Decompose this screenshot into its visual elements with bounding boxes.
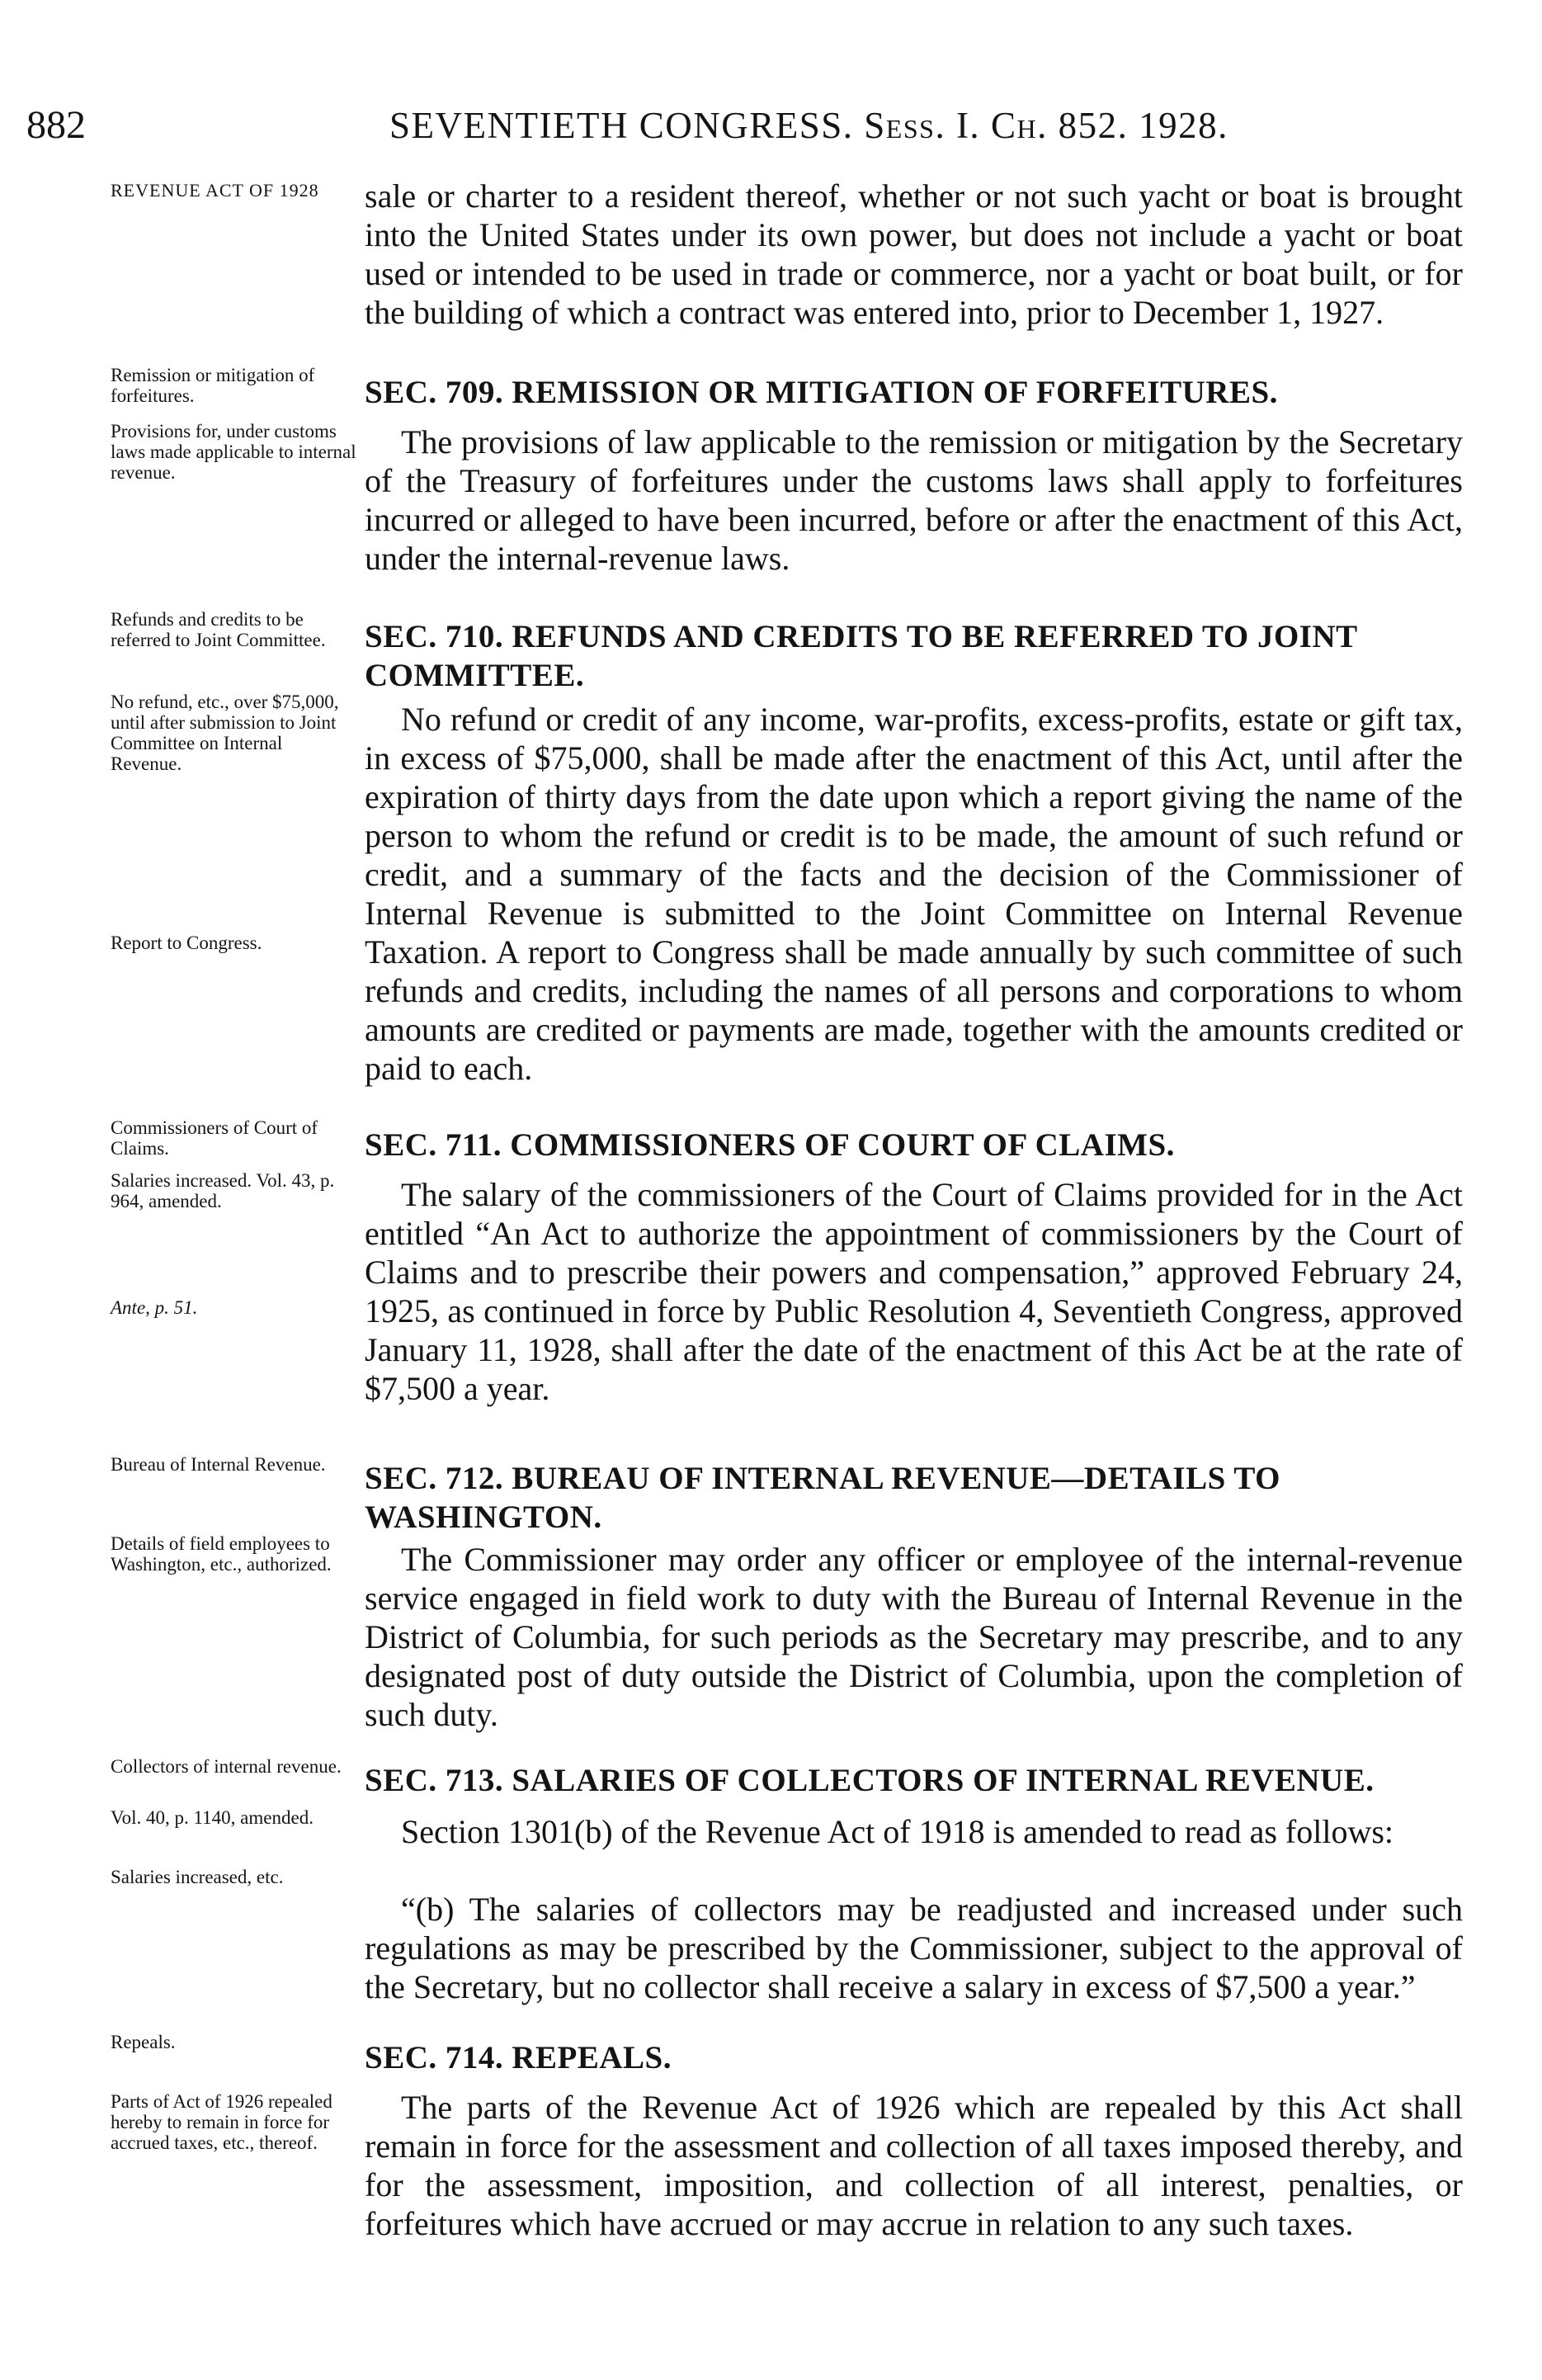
running-head-suffix: . 852. 1928. — [1037, 105, 1228, 146]
running-head-prefix: SEVENTIETH CONGRESS. — [389, 105, 865, 146]
margin-note-vol40: Vol. 40, p. 1140, amended. — [111, 1807, 314, 1828]
running-head-sess: Sess — [864, 105, 936, 146]
sec-709-heading: SEC. 709. REMISSION OR MITIGATION OF FORFEITURES. — [365, 375, 1278, 410]
sec-712-body: The Commissioner may order any officer or employee of the internal-revenue service engaged in field work to duty with the Bureau of Internal Revenue in the District of Columbia, for such periods as the Secretary may prescribe, and to any designated post of duty outside the District of Columbia, upon the completion of such duty. — [365, 1541, 1463, 1733]
sec-714-text — [365, 2088, 1463, 2243]
margin-note-no-refund: No refund, etc., over $75,000, until after submission to Joint Committee on Internal Revenue. — [111, 692, 339, 774]
sec-710-body: No refund or credit of any income, war-profits, excess-profits, estate or gift tax, in excess of $75,000, shall be made after the enactment of this Act, until after the expiration of thirty days from the date upon which a report giving the name of the person to whom the refund or credit is to be made, the amount of such refund or credit, and a summary of the facts and the decision of the Commissioner of Internal Revenue is submitted to the Joint Committee on Internal Revenue Taxation. A report to Congress shall be made annually by such committee of such refunds and credits, including the names of all persons and corporations to whom amounts are credited or payments are made, together with the amounts credited or paid to each. — [365, 701, 1463, 1087]
margin-note-report: Report to Congress. — [111, 933, 262, 953]
sec-714-body: The parts of the Revenue Act of 1926 which are repealed by this Act shall remain in force for the assessment and collection of all taxes imposed thereby, and for the assessment, imposition, and collection of all interest, penalties, or forfeitures which have accrued or may accrue in relation to any such taxes. — [365, 2089, 1463, 2242]
sec-713-quote — [365, 1890, 1463, 2006]
margin-note-salaries-increased: Salaries increased. Vol. 43, p. 964, amended. — [111, 1170, 335, 1211]
sec-710-heading: SEC. 710. REFUNDS AND CREDITS TO BE REFERRED TO JOINT COMMITTEE. — [365, 619, 1357, 693]
sec-709-text — [365, 423, 1463, 578]
sec-713-heading: SEC. 713. SALARIES OF COLLECTORS OF INTERNAL REVENUE. — [365, 1763, 1375, 1798]
margin-note-provisions: Provisions for, under customs laws made applicable to internal revenue. — [111, 421, 356, 483]
paragraph-intro: sale or charter to a resident thereof, whether or not such yacht or boat is brought into the United States under its own power, but does not include a yacht or boat used or intended to be used in trade or commerce, nor a yacht or boat built, or for the building of which a contract was entered into, prior to December 1, 1927. — [365, 177, 1463, 331]
running-head-ch: Ch — [990, 105, 1038, 146]
sec-714-heading: SEC. 714. REPEALS. — [365, 2040, 672, 2075]
sec-713-text — [365, 1812, 1463, 1851]
margin-note-details: Details of field employees to Washington, etc., authorized. — [111, 1533, 332, 1575]
margin-note-repeals: Repeals. — [111, 2032, 176, 2052]
margin-note-ante: Ante, p. 51. — [111, 1297, 198, 1318]
margin-note-revenue-act: REVENUE ACT OF 1928 — [111, 180, 319, 201]
margin-note-salaries-etc: Salaries increased, etc. — [111, 1867, 284, 1887]
page-header — [26, 101, 1463, 150]
margin-note-bureau: Bureau of Internal Revenue. — [111, 1454, 326, 1475]
margin-note-parts: Parts of Act of 1926 repealed hereby to remain in force for accrued taxes, etc., thereof. — [111, 2091, 332, 2153]
sec-711-body: The salary of the commissioners of the Court of Claims provided for in the Act entitled “An Act to authorize the appointment of commissioners by the Court of Claims and to prescribe their powers and compensation,” approved February 24, 1925, as continued in force by Public Resolution 4, Seventieth Congress, approved January 11, 1928, shall after the date of the enactment of this Act be at the rate of $7,500 a year. — [365, 1176, 1463, 1407]
page-number: 882 — [26, 103, 86, 147]
sec-710-text — [365, 700, 1463, 1088]
margin-note-commissioners: Commissioners of Court of Claims. — [111, 1117, 318, 1159]
running-head — [389, 101, 1228, 150]
sec-713-quote-body: “(b) The salaries of collectors may be readjusted and increased under such regulations as may be prescribed by the Commissioner, subject to the approval of the Secretary, but no collector shall receive a salary in excess of $7,500 a year.” — [365, 1891, 1463, 2005]
margin-note-refunds: Refunds and credits to be referred to Joint Committee. — [111, 609, 326, 650]
margin-note-collectors: Collectors of internal revenue. — [111, 1756, 342, 1777]
sec-709-body: The provisions of law applicable to the remission or mitigation by the Secretary of the Treasury of forfeitures under the customs laws shall apply to forfeitures incurred or alleged to have been incurred, before or after the enactment of this Act, under the internal-revenue laws. — [365, 423, 1463, 577]
margin-note-remission: Remission or mitigation of forfeitures. — [111, 365, 315, 406]
sec-711-text — [365, 1175, 1463, 1408]
sec-712-heading: SEC. 712. BUREAU OF INTERNAL REVENUE—DETAILS TO WASHINGTON. — [365, 1461, 1280, 1535]
sec-713-body: Section 1301(b) of the Revenue Act of 1918 is amended to read as follows: — [401, 1813, 1394, 1850]
sec-711-heading: SEC. 711. COMMISSIONERS OF COURT OF CLAIMS. — [365, 1127, 1175, 1163]
running-head-mid: . I. — [935, 105, 991, 146]
sec-712-text — [365, 1540, 1463, 1734]
